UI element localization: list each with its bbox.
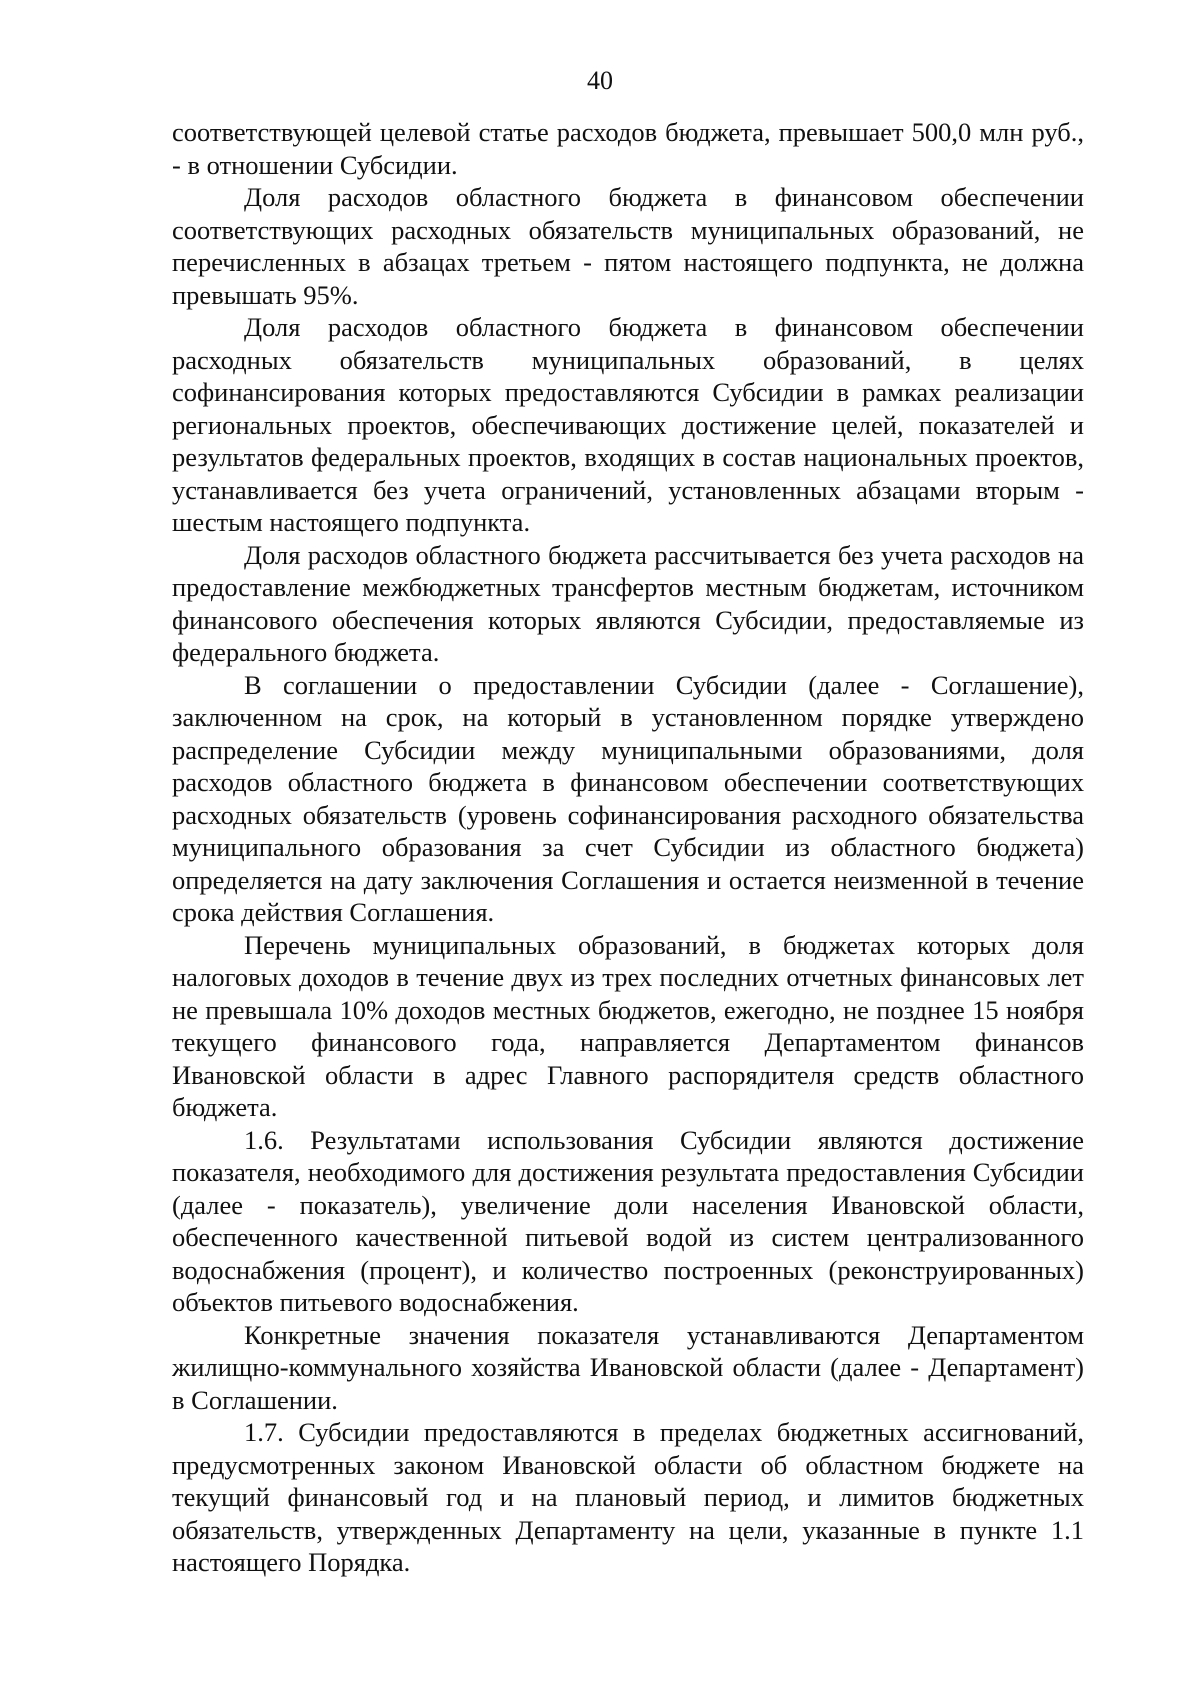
document-body	[172, 116, 1084, 1579]
paragraph-share-95-percent: Доля расходов областного бюджета в финансовом обеспечении соответствующих расходных обязательств муниципальных образований, не перечисленных в абзацах третьем - пятом настоящего подпункта, не должна превышать 95%.	[172, 182, 1084, 310]
paragraph-1-7-limits: 1.7. Субсидии предоставляются в пределах бюджетных ассигнований, предусмотренных законом Ивановской области об областном бюджете на текущий финансовый год и на плановый период, и лимитов бюджетных обязательств, утвержденных Департаменту на цели, указанные в пункте 1.1 настоящего Порядка.	[172, 1417, 1084, 1577]
page-number: 40	[587, 66, 613, 95]
paragraph-1-6-results: 1.6. Результатами использования Субсидии являются достижение показателя, необходимого для достижения результата предоставления Субсидии (далее - показатель), увеличение доли населения Ивановской области, обеспеченного качественной питьевой водой из систем централизованного водоснабжения (процент), и количество построенных (реконструированных) объектов питьевого водоснабжения.	[172, 1124, 1084, 1317]
paragraph-indicator-values: Конкретные значения показателя устанавливаются Департаментом жилищно-коммунального хозяйства Ивановской области (далее - Департамент) в Соглашении.	[172, 1319, 1084, 1415]
paragraph-municipalities-list: Перечень муниципальных образований, в бюджетах которых доля налоговых доходов в течение двух из трех последних отчетных финансовых лет не превышала 10% доходов местных бюджетов, ежегодно, не позднее 15 ноября текущего финансового года, направляется Департаментом финансов Ивановской области в адрес Главного распорядителя средств областного бюджета.	[172, 929, 1084, 1122]
paragraph-continuation: соответствующей целевой статье расходов бюджета, превышает 500,0 млн руб., - в отношении Субсидии.	[172, 117, 1084, 180]
paragraph-regional-projects: Доля расходов областного бюджета в финансовом обеспечении расходных обязательств муниципальных образований, в целях софинансирования которых предоставляются Субсидии в рамках реализации региональных проектов, обеспечивающих достижение целей, показателей и результатов федеральных проектов, входящих в состав национальных проектов, устанавливается без учета ограничений, установленных абзацами вторым - шестым настоящего подпункта.	[172, 312, 1084, 537]
paragraph-agreement: В соглашении о предоставлении Субсидии (далее - Соглашение), заключенном на срок, на который в установленном порядке утверждено распределение Субсидии между муниципальными образованиями, доля расходов областного бюджета в финансовом обеспечении соответствующих расходных обязательств (уровень софинансирования расходного обязательства муниципального образования за счет Субсидии из областного бюджета) определяется на дату заключения Соглашения и остается неизменной в течение срока действия Соглашения.	[172, 669, 1084, 927]
paragraph-federal-transfers: Доля расходов областного бюджета рассчитывается без учета расходов на предоставление межбюджетных трансфертов местным бюджетам, источником финансового обеспечения которых являются Субсидии, предоставляемые из федерального бюджета.	[172, 539, 1084, 667]
